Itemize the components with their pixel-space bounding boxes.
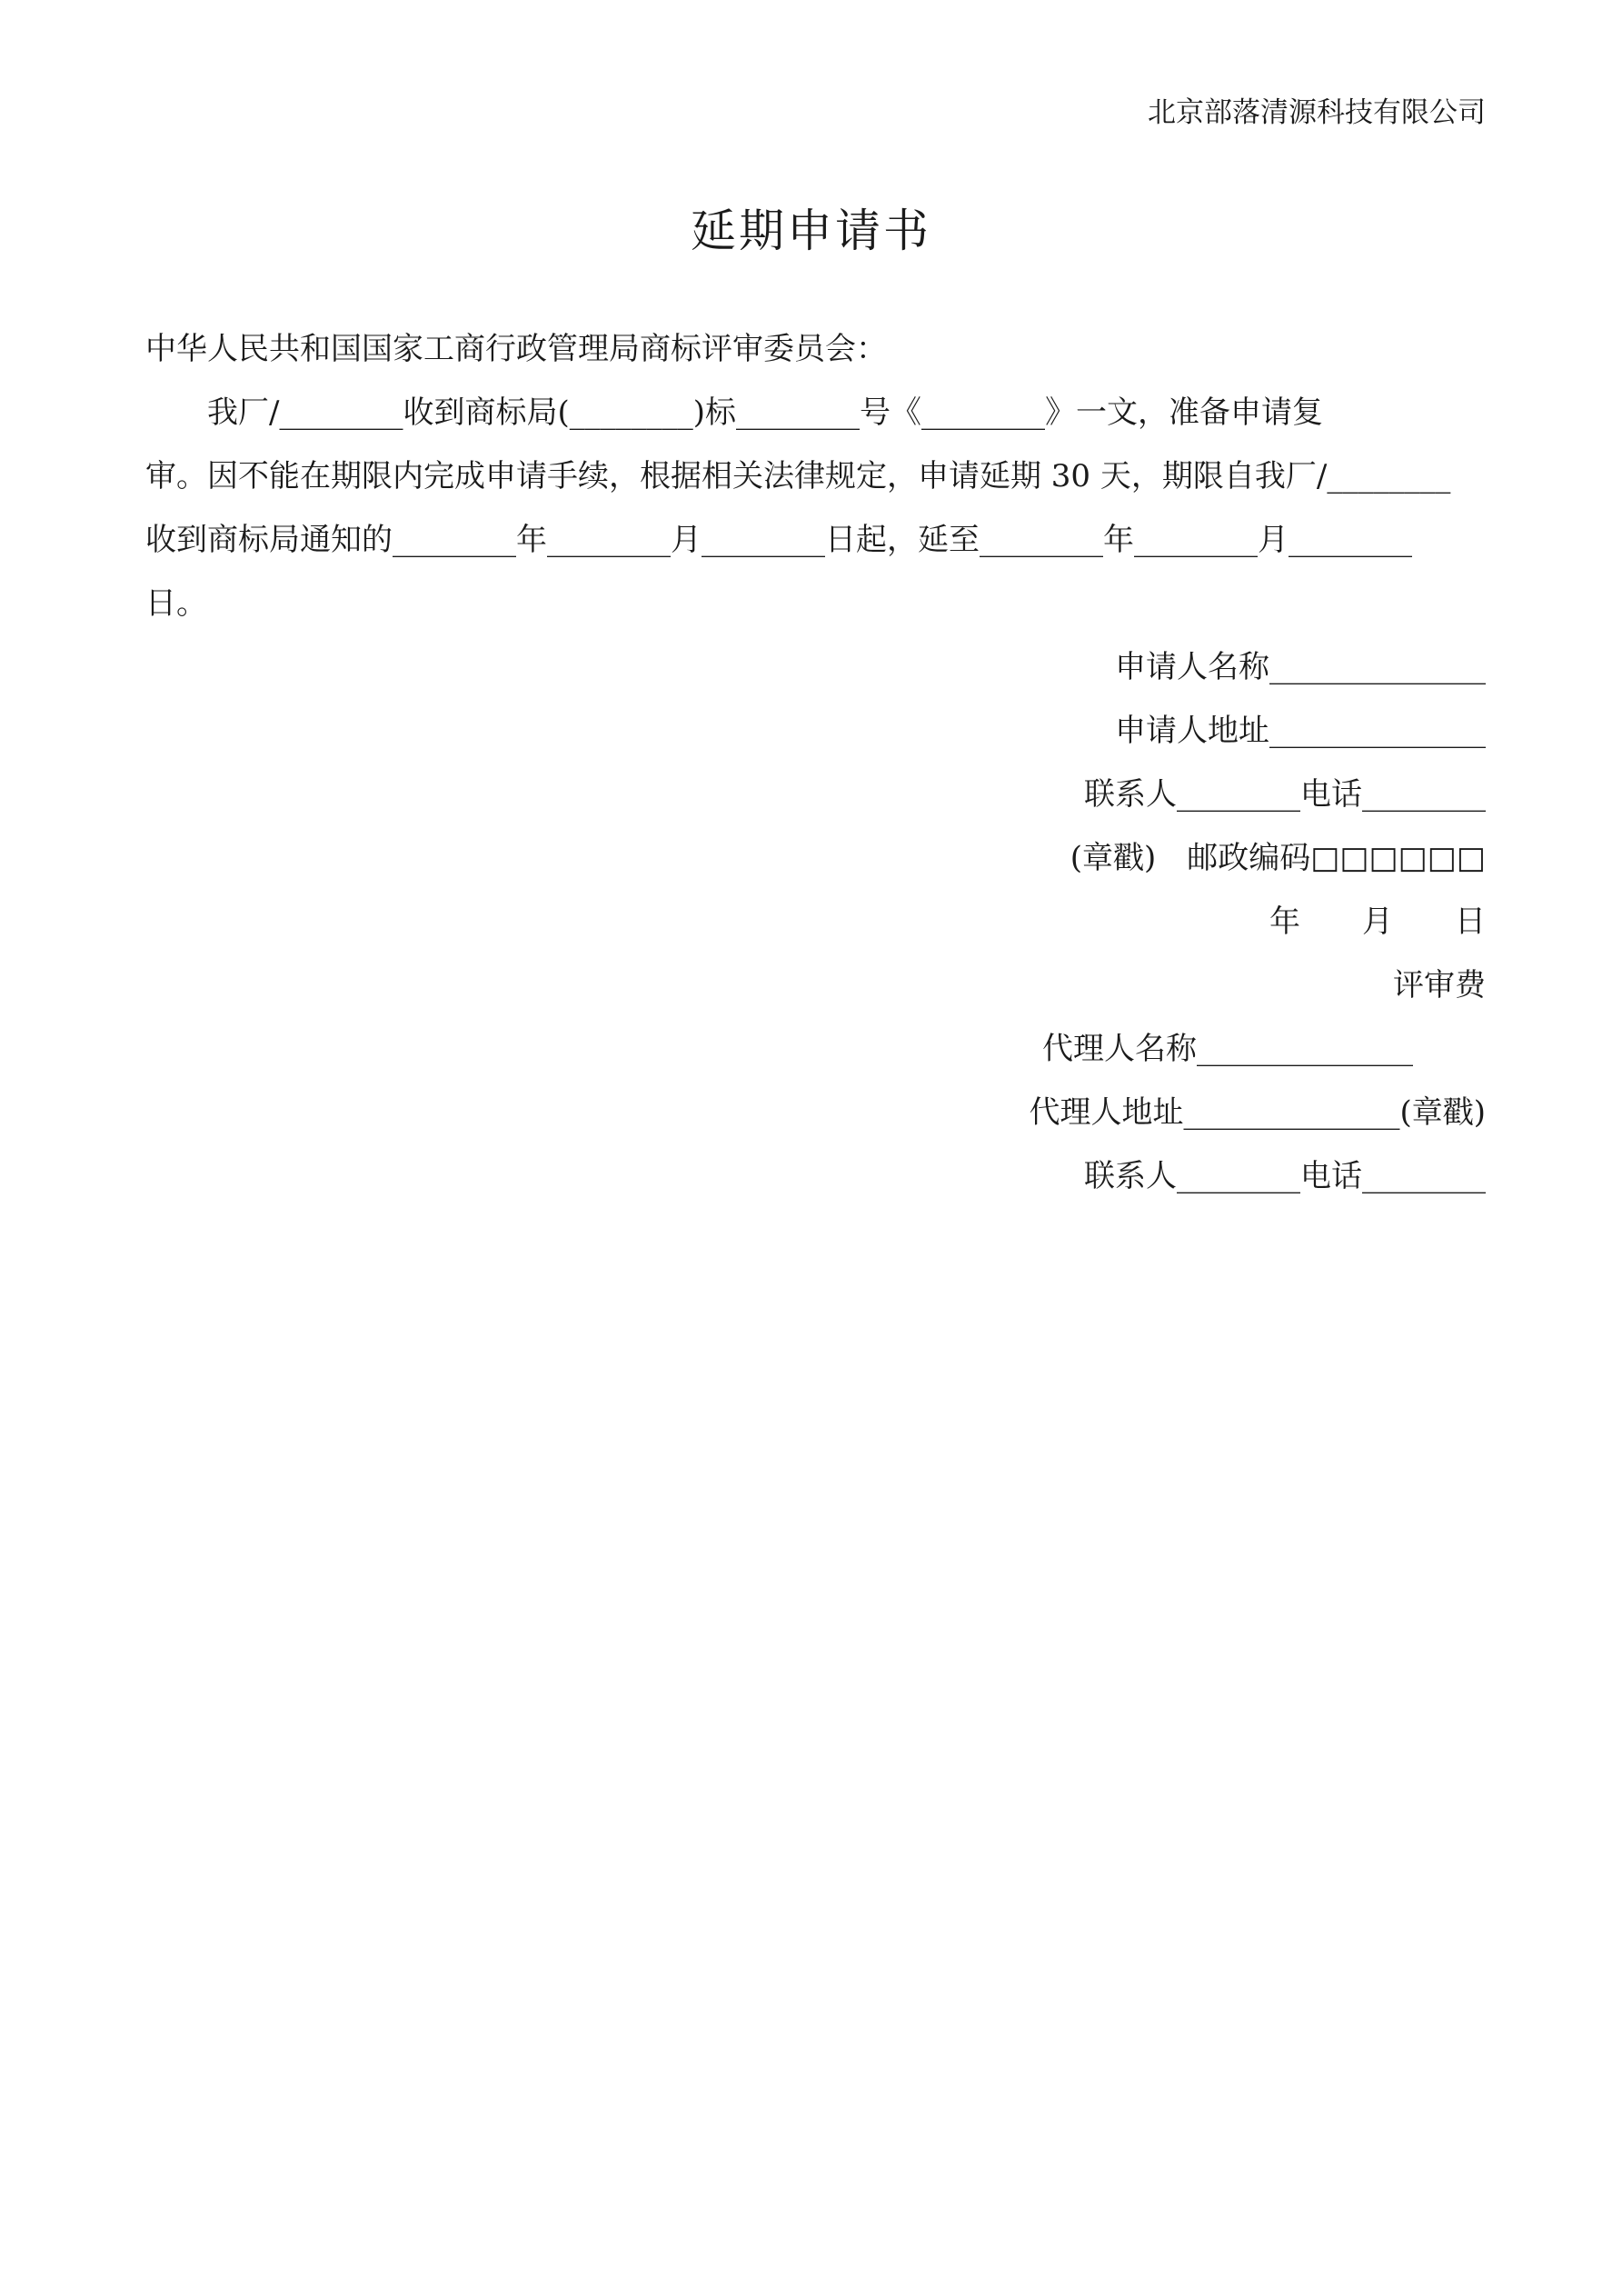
agent-name-field: 代理人名称______________ (1042, 1031, 1413, 1067)
paragraph-line-4: 日。 (145, 585, 207, 622)
paragraph-line-3: 收到商标局通知的________年________月________日起，延至________年________月________ (145, 522, 1412, 558)
agent-address-field: 代理人地址______________(章戳) (1029, 1094, 1486, 1131)
company-name: 北京部落清源科技有限公司 (1148, 96, 1486, 129)
applicant-postal-field: (章戳) 邮政编码□□□□□□ (1070, 840, 1486, 876)
agent-contact-field: 联系人________电话________ (1084, 1158, 1486, 1194)
paragraph-line-2: 审。因不能在期限内完成申请手续，根据相关法律规定，申请延期 30 天，期限自我厂/________ (145, 458, 1451, 494)
applicant-date-field: 年 月 日 (1269, 903, 1486, 940)
applicant-contact-field: 联系人________电话________ (1084, 776, 1486, 813)
page-title: 延期申请书 (691, 205, 931, 257)
applicant-name-field: 申请人名称______________ (1115, 649, 1486, 685)
salutation: 中华人民共和国国家工商行政管理局商标评审委员会： (145, 331, 887, 367)
review-fee-label: 评审费 (1393, 967, 1486, 1003)
paragraph-line-1: 我厂/________收到商标局(________)标________号《________》一文，准备申请复 (145, 394, 1323, 431)
applicant-address-field: 申请人地址______________ (1115, 713, 1486, 749)
